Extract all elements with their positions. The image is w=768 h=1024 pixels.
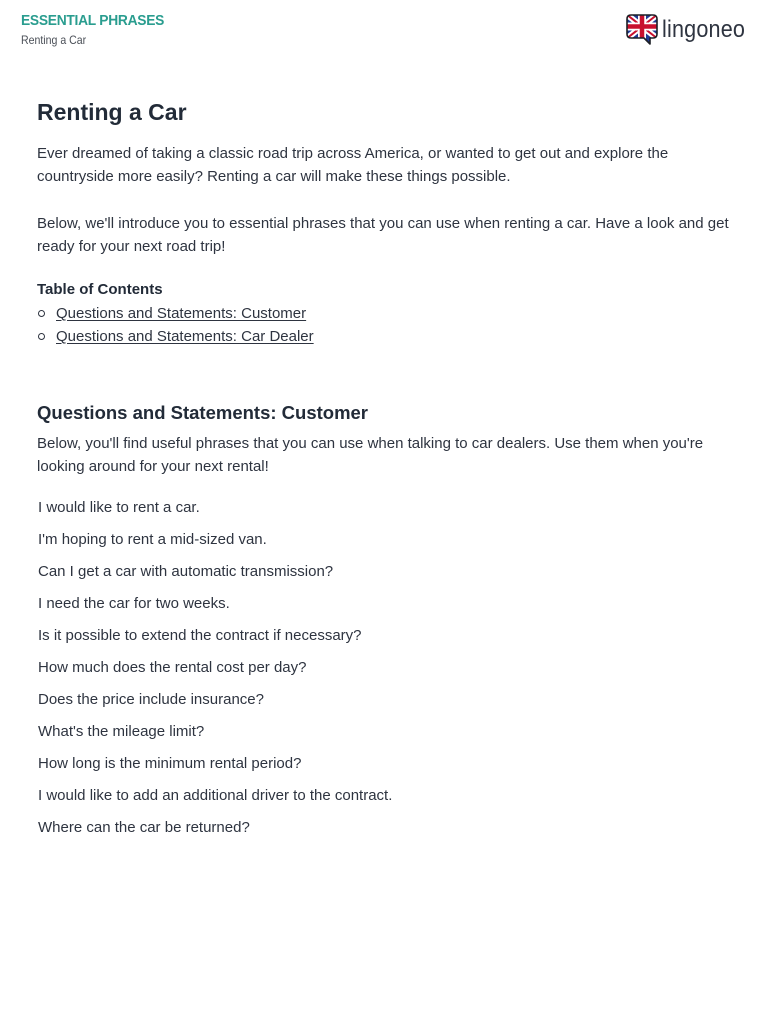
uk-flag-speech-bubble-icon bbox=[626, 14, 658, 45]
phrase-list bbox=[37, 498, 737, 850]
phrase-item: Is it possible to extend the contract if necessary? bbox=[38, 627, 362, 644]
circle-bullet-icon bbox=[38, 333, 45, 340]
article-content bbox=[37, 96, 737, 850]
phrase-item: How long is the minimum rental period? bbox=[38, 755, 302, 772]
section-title: Questions and Statements: Customer bbox=[37, 402, 369, 423]
table-of-contents bbox=[37, 278, 737, 348]
page-title: Renting a Car bbox=[37, 99, 187, 125]
header-subtitle: Renting a Car bbox=[21, 33, 87, 47]
phrase-item: Where can the car be returned? bbox=[38, 819, 250, 836]
phrase-item: Does the price include insurance? bbox=[38, 691, 264, 708]
intro-paragraph: Below, we'll introduce you to essential phrases that you can use when renting a car. Have a look and get ready for your next road trip! bbox=[37, 215, 729, 255]
phrase-item: I would like to add an additional driver to the contract. bbox=[38, 787, 393, 804]
toc-list bbox=[37, 302, 737, 348]
phrase-item: I'm hoping to rent a mid-sized van. bbox=[38, 531, 267, 548]
toc-item bbox=[37, 302, 737, 325]
header-left bbox=[21, 12, 177, 48]
section-customer bbox=[37, 400, 737, 850]
phrase-item: How much does the rental cost per day? bbox=[38, 659, 307, 676]
phrase-item: I would like to rent a car. bbox=[38, 499, 200, 516]
phrase-item: Can I get a car with automatic transmission? bbox=[38, 563, 334, 580]
toc-title: Table of Contents bbox=[37, 281, 163, 298]
brand-name: lingoneo bbox=[661, 15, 745, 43]
circle-bullet-icon bbox=[38, 310, 45, 317]
intro-paragraph: Ever dreamed of taking a classic road trip across America, or wanted to get out and explore the countryside more easily? Renting a car will make these things possible. bbox=[37, 145, 669, 185]
section-intro: Below, you'll find useful phrases that you can use when talking to car dealers. Use them when you're looking around for your next rental! bbox=[37, 435, 704, 475]
phrase-item: What's the mileage limit? bbox=[38, 723, 205, 740]
phrase-item: I need the car for two weeks. bbox=[38, 595, 230, 612]
section-kicker: ESSENTIAL PHRASES bbox=[21, 12, 165, 29]
toc-link-customer[interactable]: Questions and Statements: Customer bbox=[56, 305, 307, 322]
toc-link-car-dealer[interactable]: Questions and Statements: Car Dealer bbox=[56, 328, 314, 345]
toc-item bbox=[37, 325, 737, 348]
brand-logo[interactable] bbox=[626, 14, 748, 45]
